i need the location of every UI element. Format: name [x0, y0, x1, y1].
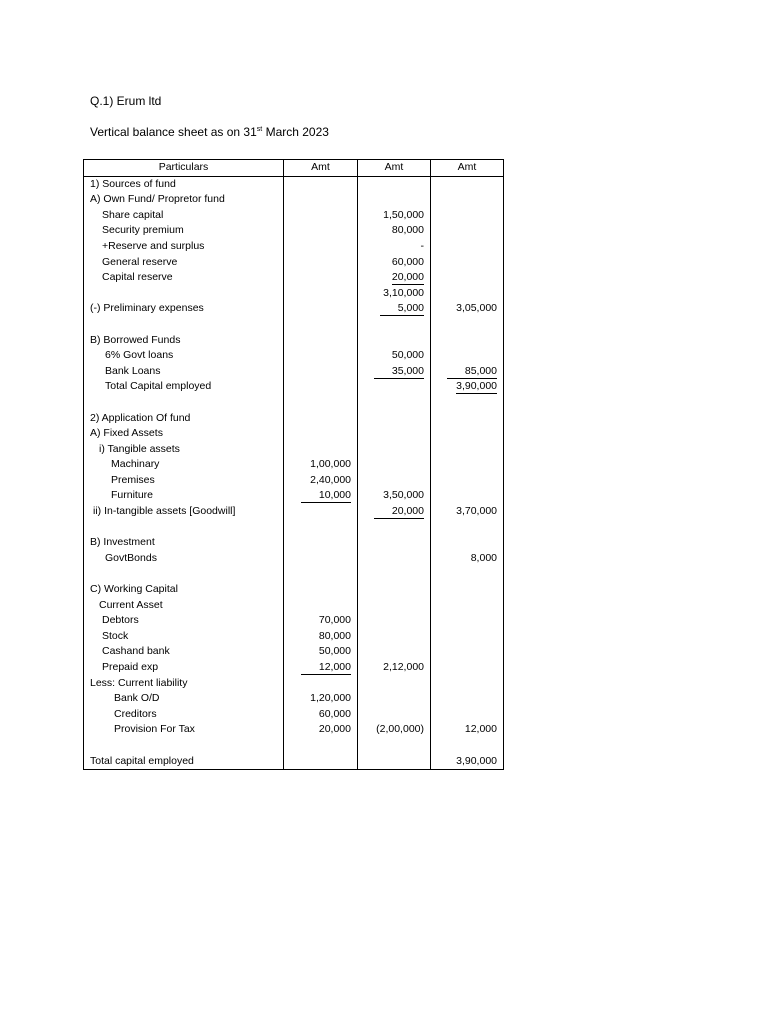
question-label: Q.1) Erum ltd — [90, 94, 162, 108]
amount-cell-3 — [431, 255, 504, 271]
amount-cell-3 — [431, 426, 504, 442]
amount-cell-3 — [431, 176, 504, 192]
amount-value: 5,000 — [380, 302, 424, 316]
particulars-cell: (-) Preliminary expenses — [84, 301, 284, 317]
amount-cell-3 — [431, 239, 504, 255]
amount-cell-3 — [431, 754, 504, 770]
amount-cell-1 — [284, 504, 358, 520]
particulars-cell — [84, 317, 284, 333]
amount-cell-2 — [358, 411, 431, 427]
particulars-cell: Share capital — [84, 208, 284, 224]
amount-cell-1 — [284, 644, 358, 660]
particulars-cell: A) Own Fund/ Propretor fund — [84, 192, 284, 208]
amount-cell-1 — [284, 551, 358, 567]
amount-cell-1 — [284, 192, 358, 208]
amount-value: 12,000 — [464, 723, 497, 736]
table-row — [84, 488, 504, 504]
amount-cell-3 — [431, 660, 504, 676]
amount-value: 12,000 — [301, 661, 351, 675]
amount-cell-3 — [431, 551, 504, 567]
particulars-cell: 6% Govt loans — [84, 348, 284, 364]
amount-cell-3 — [431, 535, 504, 551]
amount-cell-1 — [284, 722, 358, 738]
sheet-title-suffix: March 2023 — [262, 125, 329, 139]
table-row — [84, 457, 504, 473]
particulars-cell: i) Tangible assets — [84, 442, 284, 458]
amount-cell-2 — [358, 676, 431, 692]
amount-cell-3 — [431, 395, 504, 411]
amount-cell-3 — [431, 644, 504, 660]
table-row — [84, 691, 504, 707]
amount-cell-2 — [358, 473, 431, 489]
table-row — [84, 348, 504, 364]
amount-value: 1,20,000 — [310, 692, 351, 705]
particulars-cell: ii) In-tangible assets [Goodwill] — [84, 504, 284, 520]
amount-cell-3 — [431, 457, 504, 473]
amount-cell-3 — [431, 333, 504, 349]
table-row — [84, 722, 504, 738]
amount-cell-1 — [284, 379, 358, 395]
particulars-cell: Premises — [84, 473, 284, 489]
table-row — [84, 192, 504, 208]
amount-cell-2 — [358, 660, 431, 676]
amount-value: 50,000 — [318, 645, 351, 658]
particulars-cell: Debtors — [84, 613, 284, 629]
particulars-cell: Provision For Tax — [84, 722, 284, 738]
amount-cell-1 — [284, 395, 358, 411]
header-particulars: Particulars — [84, 160, 284, 177]
amount-cell-1 — [284, 660, 358, 676]
particulars-cell: A) Fixed Assets — [84, 426, 284, 442]
amount-value: 20,000 — [318, 723, 351, 736]
particulars-cell: Bank Loans — [84, 364, 284, 380]
amount-value: 3,90,000 — [456, 380, 497, 393]
amount-cell-3 — [431, 722, 504, 738]
amount-cell-2 — [358, 535, 431, 551]
amount-cell-1 — [284, 582, 358, 598]
particulars-cell: Prepaid exp — [84, 660, 284, 676]
particulars-cell — [84, 566, 284, 582]
table-row — [84, 535, 504, 551]
amount-cell-1 — [284, 738, 358, 754]
amount-value: 80,000 — [391, 224, 424, 237]
table-row — [84, 426, 504, 442]
amount-cell-2 — [358, 457, 431, 473]
amount-value: 70,000 — [318, 614, 351, 627]
table-row — [84, 473, 504, 489]
table-row — [84, 301, 504, 317]
amount-value: 1,00,000 — [310, 458, 351, 471]
table-row — [84, 582, 504, 598]
amount-cell-2 — [358, 379, 431, 395]
table-row — [84, 566, 504, 582]
table-row — [84, 613, 504, 629]
amount-value: 80,000 — [318, 629, 351, 642]
amount-value: 35,000 — [374, 365, 424, 379]
amount-cell-2 — [358, 598, 431, 614]
table-row — [84, 738, 504, 754]
amount-cell-1 — [284, 488, 358, 504]
amount-cell-1 — [284, 535, 358, 551]
particulars-cell: Furniture — [84, 488, 284, 504]
amount-cell-3 — [431, 364, 504, 380]
amount-cell-1 — [284, 364, 358, 380]
amount-cell-3 — [431, 582, 504, 598]
amount-value: (2,00,000) — [376, 723, 424, 736]
amount-cell-2 — [358, 317, 431, 333]
amount-cell-3 — [431, 192, 504, 208]
amount-cell-1 — [284, 598, 358, 614]
particulars-cell: Current Asset — [84, 598, 284, 614]
amount-cell-3 — [431, 348, 504, 364]
amount-cell-1 — [284, 754, 358, 770]
amount-cell-2 — [358, 255, 431, 271]
amount-cell-1 — [284, 348, 358, 364]
amount-cell-1 — [284, 208, 358, 224]
table-header-row — [84, 160, 504, 177]
amount-value: 3,90,000 — [456, 754, 497, 767]
header-amt-2: Amt — [358, 160, 431, 177]
amount-value: 10,000 — [301, 489, 351, 503]
amount-cell-3 — [431, 286, 504, 302]
amount-cell-2 — [358, 722, 431, 738]
amount-cell-2 — [358, 613, 431, 629]
table-row — [84, 223, 504, 239]
particulars-cell: Machinary — [84, 457, 284, 473]
particulars-cell: 2) Application Of fund — [84, 411, 284, 427]
table-row — [84, 255, 504, 271]
amount-cell-2 — [358, 442, 431, 458]
table-body — [84, 176, 504, 770]
amount-cell-3 — [431, 691, 504, 707]
amount-cell-2 — [358, 270, 431, 286]
particulars-cell: GovtBonds — [84, 551, 284, 567]
amount-cell-3 — [431, 707, 504, 723]
amount-cell-2 — [358, 348, 431, 364]
header-amt-3: Amt — [431, 160, 504, 177]
amount-cell-2 — [358, 754, 431, 770]
table-row — [84, 411, 504, 427]
amount-cell-3 — [431, 208, 504, 224]
amount-cell-2 — [358, 395, 431, 411]
amount-value: 2,12,000 — [383, 661, 424, 673]
table-row — [84, 317, 504, 333]
amount-cell-1 — [284, 176, 358, 192]
header-amt-1: Amt — [284, 160, 358, 177]
amount-cell-2 — [358, 520, 431, 536]
amount-cell-2 — [358, 239, 431, 255]
particulars-cell: Capital reserve — [84, 270, 284, 286]
table-row — [84, 176, 504, 192]
table-row — [84, 707, 504, 723]
amount-cell-3 — [431, 613, 504, 629]
particulars-cell: Total capital employed — [84, 754, 284, 770]
amount-cell-1 — [284, 457, 358, 473]
amount-cell-1 — [284, 270, 358, 286]
amount-cell-2 — [358, 691, 431, 707]
amount-cell-1 — [284, 707, 358, 723]
table-row — [84, 520, 504, 536]
amount-cell-1 — [284, 613, 358, 629]
amount-cell-2 — [358, 551, 431, 567]
amount-value: 1,50,000 — [383, 208, 424, 221]
table-row — [84, 504, 504, 520]
amount-cell-3 — [431, 676, 504, 692]
amount-cell-1 — [284, 301, 358, 317]
amount-cell-3 — [431, 379, 504, 395]
amount-cell-3 — [431, 738, 504, 754]
particulars-cell: Total Capital employed — [84, 379, 284, 395]
amount-value: 60,000 — [391, 255, 424, 268]
amount-value: 3,10,000 — [383, 286, 424, 299]
table-row — [84, 644, 504, 660]
table-row — [84, 270, 504, 286]
amount-cell-2 — [358, 644, 431, 660]
amount-value: 85,000 — [447, 365, 497, 379]
table-row — [84, 379, 504, 395]
amount-cell-3 — [431, 598, 504, 614]
amount-cell-2 — [358, 504, 431, 520]
particulars-cell: Security premium — [84, 223, 284, 239]
amount-cell-2 — [358, 208, 431, 224]
particulars-cell: Stock — [84, 629, 284, 645]
amount-cell-1 — [284, 442, 358, 458]
amount-cell-1 — [284, 629, 358, 645]
table-row — [84, 676, 504, 692]
amount-cell-2 — [358, 301, 431, 317]
amount-cell-3 — [431, 411, 504, 427]
amount-value: - — [420, 239, 424, 252]
amount-value: 60,000 — [318, 707, 351, 720]
amount-cell-2 — [358, 333, 431, 349]
table-row — [84, 754, 504, 770]
balance-sheet-table — [83, 159, 504, 770]
particulars-cell: C) Working Capital — [84, 582, 284, 598]
amount-cell-1 — [284, 566, 358, 582]
particulars-cell: Less: Current liability — [84, 676, 284, 692]
amount-cell-2 — [358, 629, 431, 645]
amount-cell-3 — [431, 504, 504, 520]
amount-cell-2 — [358, 223, 431, 239]
amount-cell-3 — [431, 270, 504, 286]
amount-cell-3 — [431, 566, 504, 582]
sheet-title-text: Vertical balance sheet as on 31 — [90, 125, 257, 139]
table-row — [84, 629, 504, 645]
amount-value: 20,000 — [391, 271, 424, 284]
amount-cell-3 — [431, 223, 504, 239]
amount-cell-1 — [284, 317, 358, 333]
particulars-cell — [84, 738, 284, 754]
amount-cell-3 — [431, 301, 504, 317]
amount-value: 20,000 — [374, 505, 424, 519]
particulars-cell — [84, 395, 284, 411]
table-row — [84, 598, 504, 614]
amount-cell-2 — [358, 488, 431, 504]
amount-cell-3 — [431, 520, 504, 536]
amount-cell-1 — [284, 286, 358, 302]
particulars-cell: Bank O/D — [84, 691, 284, 707]
particulars-cell: +Reserve and surplus — [84, 239, 284, 255]
amount-cell-1 — [284, 426, 358, 442]
amount-cell-1 — [284, 691, 358, 707]
amount-cell-2 — [358, 192, 431, 208]
particulars-cell: 1) Sources of fund — [84, 176, 284, 192]
table-row — [84, 286, 504, 302]
amount-cell-1 — [284, 676, 358, 692]
amount-cell-2 — [358, 738, 431, 754]
amount-cell-2 — [358, 426, 431, 442]
amount-cell-1 — [284, 520, 358, 536]
amount-cell-3 — [431, 442, 504, 458]
sheet-title-superscript: st — [256, 126, 263, 133]
amount-cell-3 — [431, 473, 504, 489]
sheet-title — [90, 125, 329, 139]
amount-value: 3,50,000 — [383, 489, 424, 502]
amount-cell-2 — [358, 286, 431, 302]
particulars-cell: B) Borrowed Funds — [84, 333, 284, 349]
table-row — [84, 239, 504, 255]
amount-cell-2 — [358, 707, 431, 723]
amount-cell-3 — [431, 488, 504, 504]
amount-cell-3 — [431, 317, 504, 333]
amount-value: 3,05,000 — [456, 302, 497, 315]
particulars-cell: Creditors — [84, 707, 284, 723]
amount-cell-1 — [284, 411, 358, 427]
particulars-cell: B) Investment — [84, 535, 284, 551]
particulars-cell — [84, 520, 284, 536]
particulars-cell: Cashand bank — [84, 644, 284, 660]
table-row — [84, 660, 504, 676]
table-row — [84, 208, 504, 224]
amount-cell-2 — [358, 566, 431, 582]
amount-cell-2 — [358, 364, 431, 380]
amount-cell-1 — [284, 333, 358, 349]
amount-cell-1 — [284, 223, 358, 239]
amount-cell-3 — [431, 629, 504, 645]
amount-value: 2,40,000 — [310, 473, 351, 486]
particulars-cell: General reserve — [84, 255, 284, 271]
table-row — [84, 551, 504, 567]
table-row — [84, 442, 504, 458]
amount-value: 3,70,000 — [456, 505, 497, 518]
amount-cell-1 — [284, 239, 358, 255]
table-row — [84, 333, 504, 349]
amount-value: 8,000 — [470, 551, 497, 564]
amount-value: 50,000 — [391, 349, 424, 362]
amount-cell-1 — [284, 473, 358, 489]
amount-cell-2 — [358, 582, 431, 598]
particulars-cell — [84, 286, 284, 302]
table-row — [84, 364, 504, 380]
table-row — [84, 395, 504, 411]
amount-cell-1 — [284, 255, 358, 271]
amount-cell-2 — [358, 176, 431, 192]
